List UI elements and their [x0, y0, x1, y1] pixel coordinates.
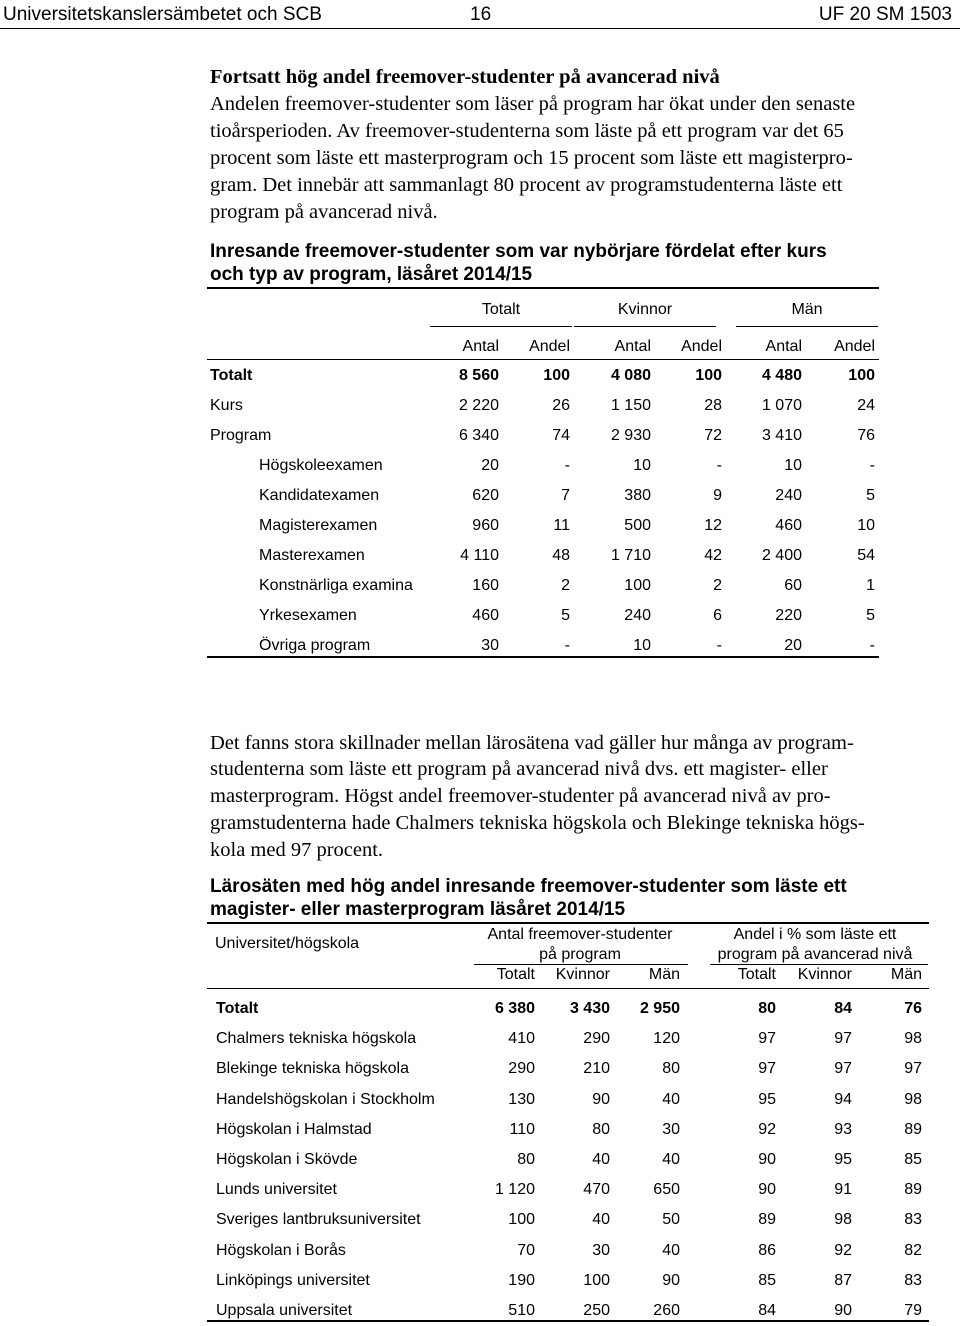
table2-cell: 79 [904, 1302, 922, 1319]
table1-cell: 10 [633, 457, 651, 474]
table1-cell: 240 [624, 607, 651, 624]
table1-cell: 6 [713, 607, 722, 624]
table1-cell: 460 [472, 607, 499, 624]
table1-cell: 4 080 [610, 367, 651, 384]
table1-cell: - [869, 637, 875, 654]
table2-cell: 250 [583, 1302, 610, 1319]
table2-cell: 510 [508, 1302, 535, 1319]
table2-cell: 98 [904, 1090, 922, 1108]
table2-top-rule [207, 922, 929, 924]
table1-cell: 2 [713, 577, 722, 594]
table2-row-label: Totalt [216, 1000, 259, 1017]
section-line-3: procent som läste ett masterprogram och 15 procent som läste ett magisterpro- [210, 147, 853, 169]
table1-cell: 20 [784, 637, 802, 654]
table2-col-label: Universitet/högskola [215, 935, 360, 952]
page-number: 16 [470, 4, 492, 25]
table1-group-underline-3 [736, 326, 878, 327]
table1-cell: 380 [624, 487, 651, 504]
table2-cell: 40 [592, 1151, 610, 1168]
paragraph2-line-2: studenterna som läste ett program på avancerad nivå dvs. ett magister- eller [210, 758, 828, 780]
table2-cell: 84 [758, 1302, 776, 1319]
table2-cell: 70 [517, 1241, 535, 1259]
table2-cell: 50 [662, 1211, 680, 1229]
table2-cell: 80 [758, 1000, 776, 1017]
table2-cell: 120 [653, 1030, 680, 1048]
header-left: Universitetskanslersämbetet och SCB [3, 4, 322, 25]
section-line-5: program på avancerad nivå. [210, 201, 438, 223]
table2-cell: 97 [758, 1030, 776, 1048]
table1-cell: 100 [543, 367, 570, 384]
table2-title-line2: magister- eller masterprogram läsåret 2014/15 [210, 899, 626, 920]
table1-cell: 30 [481, 637, 499, 654]
table2-cell: 76 [904, 1000, 922, 1017]
table2-cell: 100 [583, 1271, 610, 1289]
table1-subhead-2: Andel [529, 338, 570, 355]
table2-cell: 90 [592, 1090, 610, 1108]
table2-cell: 89 [904, 1181, 922, 1199]
table2-cell: 40 [592, 1211, 610, 1229]
table1-cell: 100 [695, 367, 722, 384]
table1-cell: 42 [704, 547, 722, 564]
table1-cell: 5 [866, 487, 875, 504]
table2-cell: 85 [758, 1271, 776, 1289]
table1-cell: 100 [624, 577, 651, 594]
table2-bottom-rule [207, 1320, 929, 1322]
table2-cell: 650 [653, 1181, 680, 1199]
table1-group-underline-2 [574, 326, 716, 327]
paragraph2-line-3: masterprogram. Högst andel freemover-studenter på avancerad nivå av pro- [210, 785, 831, 807]
table1-subhead-5: Antal [765, 338, 802, 355]
table2-cell: 97 [834, 1030, 852, 1048]
table1-cell: 2 [561, 577, 570, 594]
table2-cell: 89 [758, 1211, 776, 1229]
table2-title-line1: Lärosäten med hög andel inresande freemover-studenter som läste ett [210, 876, 847, 897]
table1-cell: 76 [857, 427, 875, 444]
table2-row-label: Chalmers tekniska högskola [216, 1030, 417, 1048]
table2-row-label: Blekinge tekniska högskola [216, 1060, 410, 1078]
table1-cell: - [716, 457, 722, 474]
table2-cell: 80 [592, 1120, 610, 1138]
table1-row-label: Högskoleexamen [259, 457, 383, 474]
table2-header-rule [207, 988, 929, 989]
table2-cell: 100 [508, 1211, 535, 1229]
table1-cell: 5 [866, 607, 875, 624]
table1-cell: 48 [552, 547, 570, 564]
table1-cell: 26 [552, 397, 570, 414]
table1-cell: 100 [848, 367, 875, 384]
table2-cell: 84 [834, 1000, 852, 1017]
table2-group1-line1: Antal freemover-studenter [487, 926, 673, 943]
table2-cell: 80 [517, 1151, 535, 1168]
table1-title-line2: och typ av program, läsåret 2014/15 [210, 264, 533, 285]
table1-cell: 8 560 [458, 367, 499, 384]
table1-cell: 960 [472, 517, 499, 534]
paragraph2-line-1: Det fanns stora skillnader mellan lärosätena vad gäller hur många av program- [210, 732, 854, 754]
table1-cell: 2 930 [610, 427, 651, 444]
section-heading: Fortsatt hög andel freemover-studenter på avancerad nivå [210, 66, 720, 88]
table2-cell: 97 [834, 1060, 852, 1078]
table2-subhead-4: Totalt [737, 966, 776, 983]
table2-cell: 95 [834, 1151, 852, 1168]
table2-subhead-5: Kvinnor [797, 966, 852, 983]
table1-group-underline-1 [430, 326, 572, 327]
section-line-4: gram. Det innebär att sammanlagt 80 procent av programstudenterna läste ett [210, 174, 843, 196]
table1-group-1: Totalt [481, 301, 521, 318]
table1-cell: 1 070 [761, 397, 802, 414]
table2-cell: 290 [508, 1060, 535, 1078]
table2-cell: 89 [904, 1120, 922, 1138]
table2-row-label: Sveriges lantbruksuniversitet [216, 1211, 421, 1229]
table2-cell: 3 430 [569, 1000, 610, 1017]
table1-row-label: Kandidatexamen [259, 487, 380, 504]
table2-cell: 190 [508, 1271, 535, 1289]
table1-cell: - [716, 637, 722, 654]
table2-cell: 130 [508, 1090, 535, 1108]
table1-row-label: Program [210, 427, 272, 444]
table2-cell: 93 [834, 1120, 852, 1138]
table1-group-3: Män [791, 301, 823, 318]
header-rule [0, 28, 960, 29]
table1-cell: 2 220 [458, 397, 499, 414]
table1-cell: 24 [857, 397, 875, 414]
table1-cell: 12 [704, 517, 722, 534]
table1-cell: 54 [857, 547, 875, 564]
table1-title-line1: Inresande freemover-studenter som var nybörjare fördelat efter kurs [210, 241, 827, 262]
table1-cell: 2 400 [761, 547, 802, 564]
table1-cell: 4 480 [761, 367, 802, 384]
table1-cell: 1 150 [610, 397, 651, 414]
table2-subhead-3: Män [648, 966, 680, 983]
table2-cell: 90 [834, 1302, 852, 1319]
table2-row-label: Handelshögskolan i Stockholm [216, 1090, 435, 1108]
table1-cell: - [564, 637, 570, 654]
table2-cell: 83 [904, 1211, 922, 1229]
table1-cell: 10 [633, 637, 651, 654]
table2-cell: 86 [758, 1241, 776, 1259]
table2-row-label: Linköpings universitet [216, 1271, 370, 1289]
paragraph2-line-5: kola med 97 procent. [210, 839, 384, 861]
table2-cell: 6 380 [494, 1000, 535, 1017]
table1-cell: 7 [561, 487, 570, 504]
table1-cell: 160 [472, 577, 499, 594]
table2-cell: 97 [758, 1060, 776, 1078]
table2-cell: 470 [583, 1181, 610, 1199]
table1-group-2: Kvinnor [617, 301, 673, 318]
table2-cell: 2 950 [639, 1000, 680, 1017]
table1-top-rule [207, 287, 879, 289]
table1-cell: 60 [784, 577, 802, 594]
table2-group2-underline [710, 964, 928, 965]
table2-subhead-2: Kvinnor [555, 966, 610, 983]
table2-cell: 92 [834, 1241, 852, 1259]
table2-group2-line2: program på avancerad nivå [717, 946, 913, 963]
table1-cell: 20 [481, 457, 499, 474]
table2-cell: 40 [662, 1151, 680, 1168]
table1-cell: 74 [552, 427, 570, 444]
table2-cell: 410 [508, 1030, 535, 1048]
table1-cell: 1 [866, 577, 875, 594]
table2-cell: 92 [758, 1120, 776, 1138]
table2-cell: 83 [904, 1271, 922, 1289]
table2-cell: 90 [758, 1181, 776, 1199]
table1-cell: 620 [472, 487, 499, 504]
table1-subhead-4: Andel [681, 338, 722, 355]
table1-cell: 11 [553, 517, 570, 534]
table1-row-label: Kurs [210, 397, 243, 414]
table1-row-label: Totalt [210, 367, 253, 384]
table1-cell: 240 [775, 487, 802, 504]
table1-cell: 10 [857, 517, 875, 534]
table2-group1-underline [474, 964, 688, 965]
table1-bottom-rule [207, 656, 879, 658]
table1-cell: 1 710 [610, 547, 651, 564]
table2-cell: 1 120 [494, 1181, 535, 1199]
table2-row-label: Högskolan i Borås [216, 1241, 346, 1259]
table1-cell: - [564, 457, 570, 474]
table1-header-rule [207, 359, 879, 360]
section-line-1: Andelen freemover-studenter som läser på program har ökat under den senaste [210, 93, 856, 115]
table2-cell: 97 [904, 1060, 922, 1078]
table2-cell: 40 [662, 1090, 680, 1108]
table2-row-label: Lunds universitet [216, 1181, 337, 1199]
table2-group1-line2: på program [539, 946, 621, 963]
table2-cell: 87 [834, 1271, 852, 1289]
table1-cell: 5 [561, 607, 570, 624]
table2-row-label: Högskolan i Skövde [216, 1151, 358, 1168]
table1-cell: 9 [713, 487, 722, 504]
table1-row-label: Masterexamen [259, 547, 365, 564]
table1-row-label: Övriga program [259, 637, 371, 654]
table1-cell: 460 [775, 517, 802, 534]
table1-cell: 3 410 [761, 427, 802, 444]
table2-cell: 30 [662, 1120, 680, 1138]
table1-subhead-6: Andel [834, 338, 875, 355]
table2-subhead-1: Totalt [496, 966, 535, 983]
table1-row-label: Yrkesexamen [259, 607, 357, 624]
table2-cell: 85 [904, 1151, 922, 1168]
table1-subhead-1: Antal [462, 338, 499, 355]
table2-cell: 290 [583, 1030, 610, 1048]
table2-cell: 98 [834, 1211, 852, 1229]
table2-cell: 91 [834, 1181, 852, 1199]
table1-cell: 10 [784, 457, 802, 474]
table2-group2-line1: Andel i % som läste ett [733, 926, 897, 943]
table2-cell: 40 [662, 1241, 680, 1259]
section-line-2: tioårsperioden. Av freemover-studenterna som läste på ett program var det 65 [210, 120, 844, 142]
table2-cell: 98 [904, 1030, 922, 1048]
table2-row-label: Högskolan i Halmstad [216, 1120, 372, 1138]
table2-cell: 94 [834, 1090, 852, 1108]
paragraph2-line-4: gramstudenterna hade Chalmers tekniska högskola och Blekinge tekniska högs- [210, 812, 865, 834]
table2-cell: 90 [662, 1271, 680, 1289]
table2-cell: 95 [758, 1090, 776, 1108]
table2-cell: 210 [583, 1060, 610, 1078]
table2-cell: 80 [662, 1060, 680, 1078]
table1-cell: - [869, 457, 875, 474]
table2-subhead-6: Män [890, 966, 922, 983]
table2-cell: 82 [904, 1241, 922, 1259]
table1-cell: 4 110 [460, 547, 499, 564]
table1-cell: 28 [704, 397, 722, 414]
table2-cell: 110 [509, 1120, 535, 1138]
table1-subhead-3: Antal [614, 338, 651, 355]
table1-cell: 72 [704, 427, 722, 444]
table1-cell: 220 [775, 607, 802, 624]
table2-cell: 30 [592, 1241, 610, 1259]
table2-row-label: Uppsala universitet [216, 1302, 353, 1319]
header-right: UF 20 SM 1503 [818, 4, 952, 25]
table1-row-label: Magisterexamen [259, 517, 378, 534]
table1-cell: 6 340 [458, 427, 499, 444]
table2-cell: 90 [758, 1151, 776, 1168]
table1-row-label: Konstnärliga examina [259, 577, 413, 594]
table1-cell: 500 [624, 517, 651, 534]
table2-cell: 260 [653, 1302, 680, 1319]
